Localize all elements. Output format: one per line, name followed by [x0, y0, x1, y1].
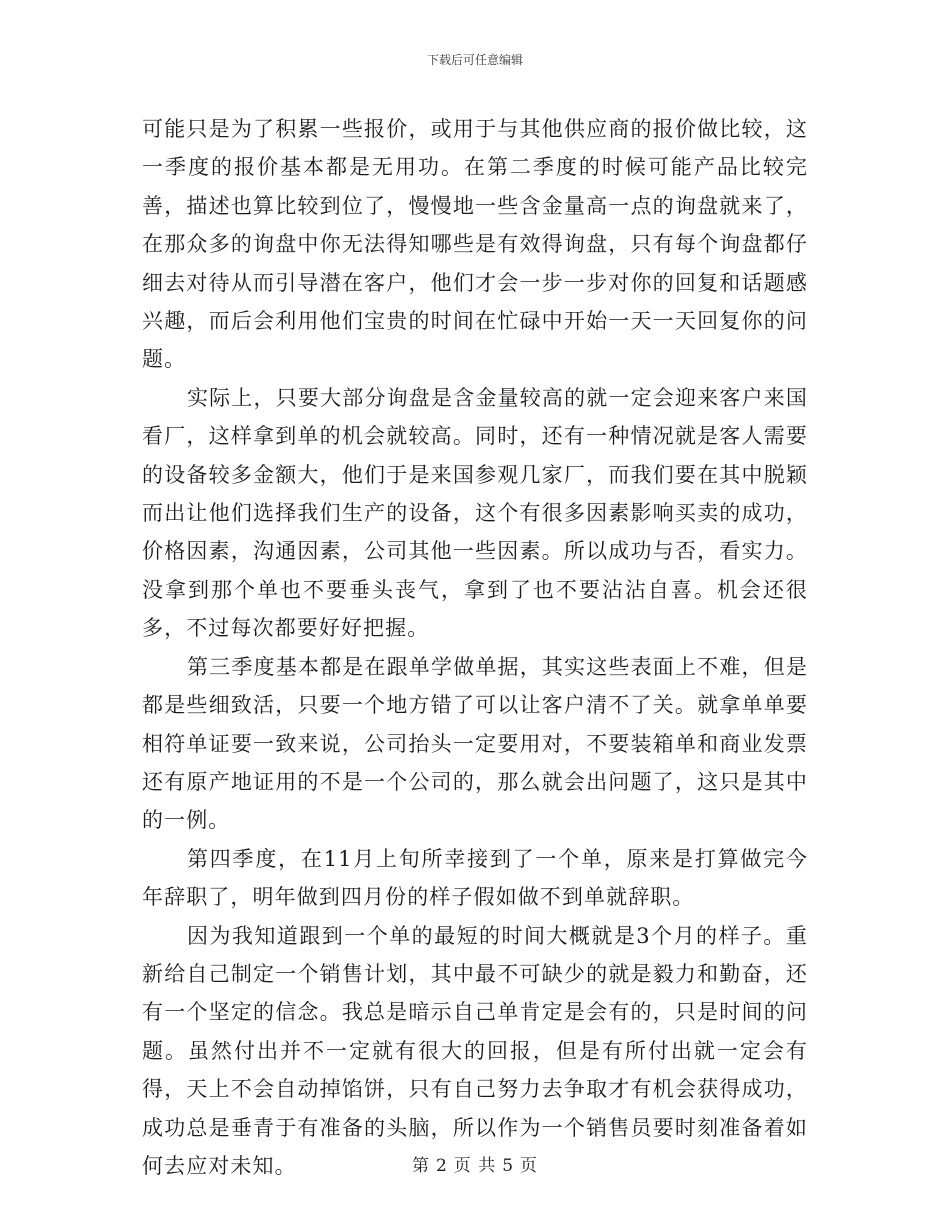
page-header: 下载后可任意编辑: [426, 53, 523, 67]
paragraph-1: 可能只是为了积累一些报价，或用于与其他供应商的报价做比较，这一季度的报价基本都是无用功。在第二季度的时候可能产品比较完善，描述也算比较到位了，慢慢地一些含金量高一点的询盘就来了，在那众多的询盘中你无法得知哪些是有效得询盘，只有每个询盘都仔细去对待从而引导潜在客户，他们才会一步一步对你的回复和话题感兴趣，而后会利用他们宝贵的时间在忙碌中开始一天一天回复你的问题。: [142, 117, 808, 372]
footer-suffix: 页: [520, 1156, 539, 1176]
document-body: [142, 110, 808, 1185]
footer-current-page: 2: [435, 1156, 448, 1176]
page-number-footer: [0, 1155, 950, 1177]
footer-total-pages: 5: [502, 1156, 515, 1176]
paragraph-4: 第四季度，在11月上旬所幸接到了一个单，原来是打算做完今年辞职了，明年做到四月份的样子假如做不到单就辞职。: [142, 846, 808, 910]
footer-prefix: 第: [411, 1156, 430, 1176]
paragraph-3: 第三季度基本都是在跟单学做单据，其实这些表面上不难，但是都是些细致活，只要一个地方错了可以让客户清不了关。就拿单单要相符单证要一致来说，公司抬头一定要用对，不要装箱单和商业发票还有原产地证用的不是一个公司的，那么就会出问题了，这只是其中的一例。: [142, 654, 808, 833]
paragraph-2: 实际上，只要大部分询盘是含金量较高的就一定会迎来客户来国看厂，这样拿到单的机会就较高。同时，还有一种情况就是客人需要的设备较多金额大，他们于是来国参观几家厂，而我们要在其中脱颖而出让他们选择我们生产的设备，这个有很多因素影响买卖的成功，价格因素，沟通因素，公司其他一些因素。所以成功与否，看实力。没拿到那个单也不要垂头丧气，拿到了也不要沾沾自喜。机会还很多，不过每次都要好好把握。: [142, 385, 808, 641]
paragraph-5: 因为我知道跟到一个单的最短的时间大概就是3个月的样子。重新给自己制定一个销售计划，其中最不可缺少的就是毅力和勤奋，还有一个坚定的信念。我总是暗示自己单肯定是会有的，只是时间的问题。虽然付出并不一定就有很大的回报，但是有所付出就一定会有得，天上不会自动掉馅饼，只有自己努力去争取才有机会获得成功，成功总是垂青于有准备的头脑，所以作为一个销售员要时刻准备着如何去应对未知。: [142, 923, 808, 1178]
footer-middle: 页 共: [453, 1156, 497, 1176]
